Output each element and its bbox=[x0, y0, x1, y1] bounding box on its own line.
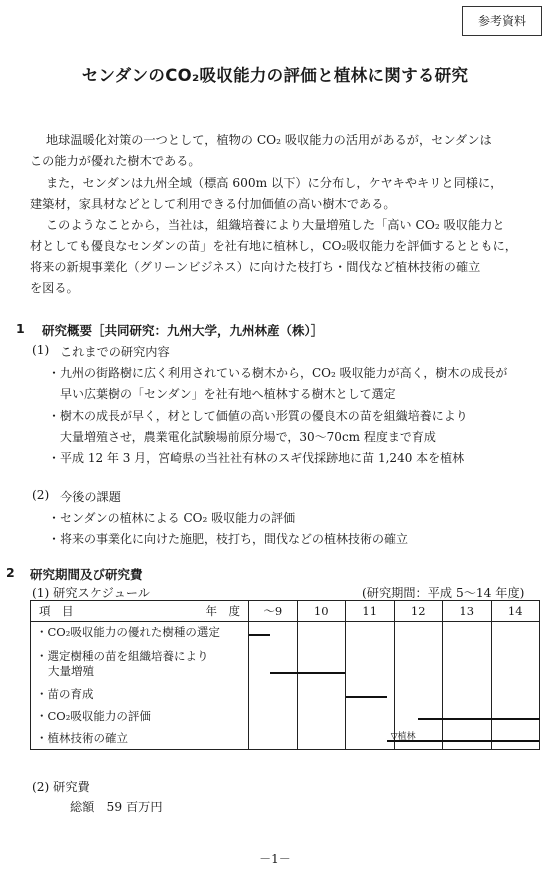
schedule-row-label: ・植林技術の確立 bbox=[31, 728, 249, 750]
section-1-number: 1 bbox=[16, 321, 25, 336]
header-item-label: 項 目 bbox=[39, 604, 74, 618]
schedule-row-label: ・CO₂吸収能力の評価 bbox=[31, 706, 249, 728]
sub2-bullet-1: ・センダンの植林による CO₂ 吸収能力の評価 bbox=[48, 511, 296, 525]
research-schedule-table bbox=[30, 600, 540, 750]
intro-line-1: 地球温暖化対策の一つとして，植物の CO₂ 吸収能力の活用があるが，センダンは bbox=[46, 133, 492, 147]
sub1-bullet-1: ・九州の街路樹に広く利用されている樹木から，CO₂ 吸収能力が高く，樹木の成長が bbox=[48, 366, 508, 380]
table-header-item bbox=[31, 601, 249, 622]
schedule-gantt-bar bbox=[418, 718, 539, 720]
schedule-label: (1) 研究スケジュール bbox=[32, 586, 150, 600]
schedule-gantt-bar bbox=[249, 634, 271, 636]
research-cost-value: 総額 59 百万円 bbox=[70, 800, 163, 814]
subsection-1-2-label: (2) bbox=[32, 488, 50, 502]
sub1-bullet-3: ・平成 12 年 3 月，宮崎県の当社社有林のスギ伐採跡地に苗 1,240 本を植林 bbox=[48, 451, 465, 465]
schedule-row-label: ・苗の育成 bbox=[31, 684, 249, 706]
planting-marker: ▽植林 bbox=[390, 731, 416, 742]
research-period-note: (研究期間：平成 5～14 年度) bbox=[362, 586, 525, 600]
schedule-gantt-bar bbox=[270, 672, 345, 674]
subsection-1-2-title: 今後の課題 bbox=[60, 490, 121, 504]
intro-line-7: 将来の新規事業化（グリーンビジネス）に向けた枝打ち・間伐など植林技術の確立 bbox=[30, 260, 481, 274]
year-col-6: 14 bbox=[491, 601, 540, 622]
sub2-bullet-2: ・将来の事業化に向けた施肥，枝打ち，間伐などの植林技術の確立 bbox=[48, 532, 409, 546]
schedule-row-label: ・CO₂吸収能力の優れた樹種の選定 bbox=[31, 622, 249, 644]
year-col-2: 10 bbox=[297, 601, 346, 622]
section-1-title: 研究概要［共同研究：九州大学，九州林産（株）］ bbox=[42, 323, 324, 338]
schedule-row-label-line2: 大量増殖 bbox=[48, 663, 94, 678]
schedule-gantt-bar bbox=[346, 696, 387, 698]
year-col-3: 11 bbox=[346, 601, 395, 622]
year-col-5: 13 bbox=[443, 601, 492, 622]
year-col-1: ～9 bbox=[249, 601, 298, 622]
document-title: センダンのCO₂吸収能力の評価と植林に関する研究 bbox=[81, 66, 469, 85]
sub1-bullet-2: ・樹木の成長が早く，材として価値の高い形質の優良木の苗を組織培養により bbox=[48, 409, 468, 423]
subsection-1-1-title: これまでの研究内容 bbox=[60, 345, 170, 359]
reference-material-badge: 参考資料 bbox=[462, 6, 542, 36]
section-2-number: 2 bbox=[6, 565, 15, 580]
subsection-1-1-label: (1) bbox=[32, 343, 50, 357]
intro-line-2: この能力が優れた樹木である。 bbox=[30, 154, 201, 168]
intro-line-4: 建築材，家具材などとして利用できる付加価値の高い樹木である。 bbox=[30, 197, 396, 211]
sub1-bullet-2-cont: 大量増殖させ，農業電化試験場前原分場で，30～70cm 程度まで育成 bbox=[60, 430, 436, 444]
section-2-title: 研究期間及び研究費 bbox=[30, 567, 143, 582]
schedule-row-label-line1: ・選定樹種の苗を組織培養により bbox=[36, 648, 209, 663]
research-cost-label: (2) 研究費 bbox=[32, 780, 90, 794]
sub1-bullet-1-cont: 早い広葉樹の「センダン」を社有地へ植林する樹木として選定 bbox=[60, 387, 396, 401]
intro-line-8: を図る。 bbox=[30, 281, 79, 295]
schedule-row-label bbox=[31, 644, 249, 684]
header-year-label: 年 度 bbox=[205, 604, 240, 618]
year-col-4: 12 bbox=[394, 601, 443, 622]
intro-line-6: 材としても優良なセンダンの苗」を社有地に植林し，CO₂吸収能力を評価するとともに， bbox=[30, 239, 517, 253]
page-number: －1－ bbox=[259, 852, 291, 866]
intro-line-5: このようなことから，当社は，組織培養により大量増殖した「高い CO₂ 吸収能力と bbox=[46, 218, 505, 232]
intro-line-3: また，センダンは九州全域（標高 600m 以下）に分布し，ケヤキやキリと同様に， bbox=[46, 176, 503, 190]
